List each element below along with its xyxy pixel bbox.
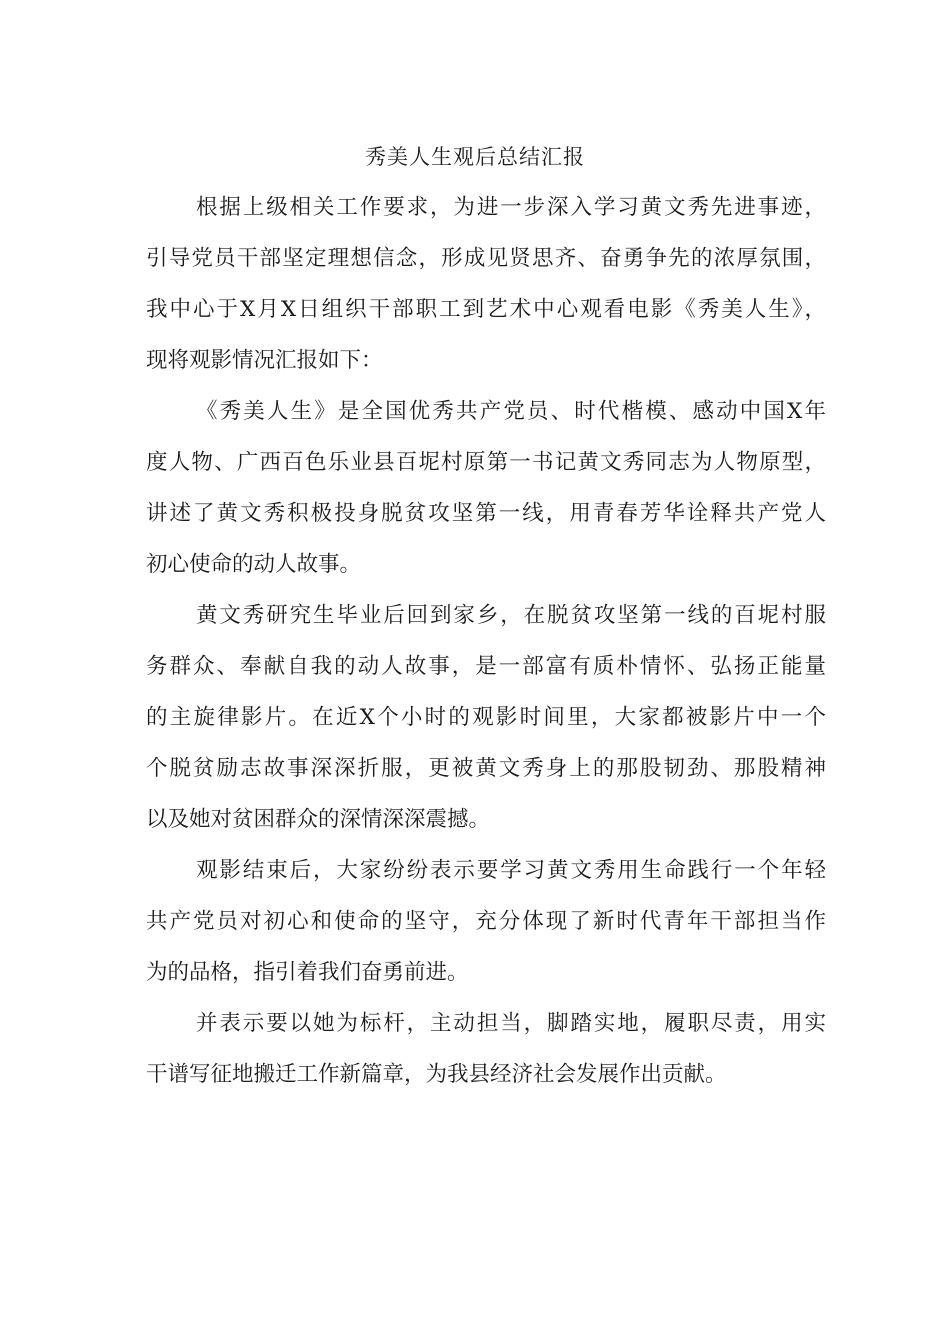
paragraph-4-line-1: 观影结束后，大家纷纷表示要学习黄文秀用生命践行一个年轻 [196, 858, 826, 883]
paragraph-3-line-3: 的主旋律影片。在近X个小时的观影时间里，大家都被影片中一个 [146, 705, 826, 730]
paragraph-4-line-2: 共产党员对初心和使命的坚守，充分体现了新时代青年干部担当作 [146, 909, 826, 934]
paragraph-2-line-4: 初心使命的动人故事。 [146, 552, 362, 577]
paragraph-3-line-2: 务群众、奉献自我的动人故事，是一部富有质朴情怀、弘扬正能量 [146, 654, 826, 679]
paragraph-2-line-3: 讲述了黄文秀积极投身脱贫攻坚第一线，用青春芳华诠释共产党人 [146, 501, 826, 526]
paragraph-1-line-2: 引导党员干部坚定理想信念，形成见贤思齐、奋勇争先的浓厚氛围， [146, 246, 826, 271]
paragraph-2-line-2: 度人物、广西百色乐业县百坭村原第一书记黄文秀同志为人物原型， [146, 450, 826, 475]
paragraph-5-line-2: 干谱写征地搬迁工作新篇章，为我县经济社会发展作出贡献。 [146, 1062, 727, 1087]
paragraph-5-line-1: 并表示要以她为标杆，主动担当，脚踏实地，履职尽责，用实 [196, 1011, 826, 1036]
paragraph-3-line-1: 黄文秀研究生毕业后回到家乡，在脱贫攻坚第一线的百坭村服 [196, 603, 826, 628]
paragraph-3-line-4: 个脱贫励志故事深深折服，更被黄文秀身上的那股韧劲、那股精神 [146, 756, 826, 781]
paragraph-1-line-1: 根据上级相关工作要求，为进一步深入学习黄文秀先进事迹， [196, 195, 826, 220]
document-title: 秀美人生观后总结汇报 [365, 145, 585, 169]
paragraph-1-line-4: 现将观影情况汇报如下： [146, 348, 383, 373]
paragraph-2-line-1: 《秀美人生》是全国优秀共产党员、时代楷模、感动中国X年 [196, 399, 826, 424]
paragraph-1-line-3: 我中心于X月X日组织干部职工到艺术中心观看电影《秀美人生》， [146, 297, 826, 322]
paragraph-4-line-3: 为的品格，指引着我们奋勇前进。 [146, 960, 469, 985]
paragraph-3-line-5: 以及她对贫困群众的深情深深震撼。 [146, 807, 491, 832]
